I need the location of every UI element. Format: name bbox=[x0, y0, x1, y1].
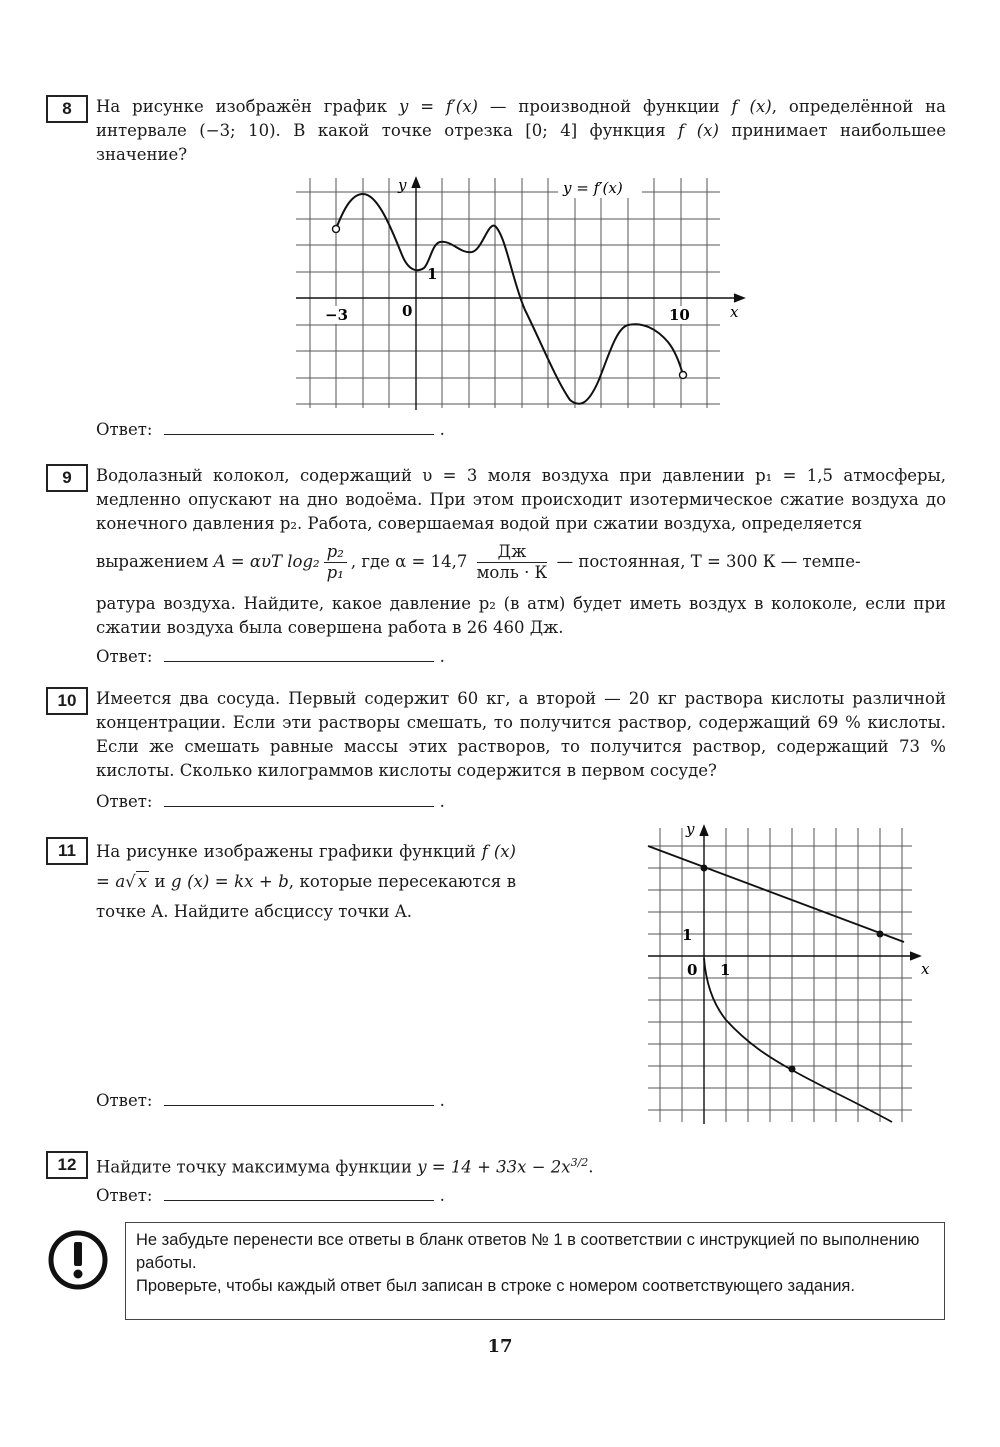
exponent: 3/2 bbox=[570, 1156, 589, 1169]
tick-one: 1 bbox=[427, 265, 438, 283]
task-text: Имеется два сосуда. Первый содержит 60 кг, а второй — 20 кг раствора кислоты различной концентрации. Если эти растворы смешать, то получится раствор, содержащий 69 % кислоты. Если же смешать равные массы этих растворов, то получится раствор, содержащий 73 % кислоты. Сколько килограммов кислоты содержится в первом сосуде? bbox=[96, 689, 946, 780]
x-axis-label: x bbox=[921, 960, 930, 978]
tick-origin: 0 bbox=[402, 302, 413, 320]
fn-label: y = f′(x) bbox=[563, 179, 623, 197]
y-axis-label: y bbox=[398, 176, 407, 194]
answer-row: Ответ: . bbox=[96, 1186, 445, 1205]
open-endpoint-left bbox=[333, 226, 340, 233]
x-axis-label: x bbox=[730, 303, 739, 321]
functions-graph bbox=[636, 818, 936, 1128]
y-axis-label: y bbox=[686, 820, 695, 838]
derivative-curve bbox=[336, 194, 683, 404]
task-number: 8 bbox=[46, 95, 88, 123]
reminder-line-1: Не забудьте перенести все ответы в бланк ответов № 1 в соответствии с инструкцией по выполнению работы. bbox=[136, 1231, 920, 1272]
reminder-box bbox=[125, 1222, 945, 1320]
point-g bbox=[877, 931, 884, 938]
tick-one-y: 1 bbox=[682, 926, 693, 944]
tick-origin: 0 bbox=[687, 961, 698, 979]
unit-fraction: $\frac{Дж}{\text{моль · К}}$ bbox=[476, 542, 548, 582]
tick-minus3: −3 bbox=[325, 306, 349, 324]
task-text: Водолазный колокол, содержащий υ = 3 моля воздуха при давлении p₁ = 1,5 атмосферы, медленно опускают на дно водоёма. При этом происходит изотермическое сжатие воздуха до конечного давления p₂. Работа, совершаемая водой при сжатии воздуха, определяется bbox=[96, 466, 946, 533]
answer-input[interactable] bbox=[164, 1091, 434, 1106]
task-number: 9 bbox=[46, 464, 88, 492]
task-number: 11 bbox=[46, 837, 88, 865]
point-f bbox=[789, 1066, 796, 1073]
curve-f bbox=[704, 958, 892, 1122]
answer-input[interactable] bbox=[164, 420, 434, 435]
answer-input[interactable] bbox=[164, 792, 434, 807]
pressure-ratio: $\frac{\text{p₂}}{\text{p₁}}$ bbox=[324, 542, 347, 583]
task-number: 10 bbox=[46, 687, 88, 715]
task-text-cont: ратура воздуха. Найдите, какое давление p₂ (в атм) будет иметь воздух в колоколе, если при сжатии воздуха была совершена работа в 26 460 Дж. bbox=[96, 594, 946, 637]
answer-row: Ответ: . bbox=[96, 1091, 445, 1110]
task-text: На рисунке изображены графики функций f (x) = a√ x и g (x) = kx + b, которые пересекаются в точке A. Найдите абсциссу точки A. bbox=[96, 842, 516, 921]
answer-input[interactable] bbox=[164, 1186, 434, 1201]
task-text: На рисунке изображён график y = f′(x) — производной функции f (x), определённой на интервале (−3; 10). В какой точке отрезка [0; 4] функция f (x) принимает наибольшее значение? bbox=[96, 97, 947, 164]
open-endpoint-right bbox=[680, 372, 687, 379]
answer-row: Ответ: . bbox=[96, 647, 445, 666]
graph-grid bbox=[296, 178, 720, 408]
tick-ten: 10 bbox=[669, 306, 690, 324]
exclamation-icon bbox=[47, 1229, 109, 1291]
formula-line: выражением A = αυT log₂ $\frac{\text{p₂}}{\text{p₁}}$ , где α = 14,7 $\frac{Дж}{\text{моль · К}}$ — постоянная, T = 300 К — темпе- bbox=[96, 542, 861, 582]
sqrt-sign: √ bbox=[125, 872, 136, 891]
task-number: 12 bbox=[46, 1151, 88, 1179]
reminder-line-2: Проверьте, чтобы каждый ответ был записан в строке с номером соответствующего задания. bbox=[136, 1277, 855, 1295]
answer-row: Ответ: . bbox=[96, 792, 445, 811]
tick-one-x: 1 bbox=[720, 961, 731, 979]
task-text: Найдите точку максимума функции $y = 14 + 33x - 2x^{3/2}$. bbox=[96, 1156, 594, 1177]
derivative-graph bbox=[292, 175, 752, 415]
answer-row: Ответ: . bbox=[96, 420, 445, 439]
answer-input[interactable] bbox=[164, 647, 434, 662]
page-number: 17 bbox=[487, 1336, 513, 1357]
point-g-at-0 bbox=[701, 865, 708, 872]
